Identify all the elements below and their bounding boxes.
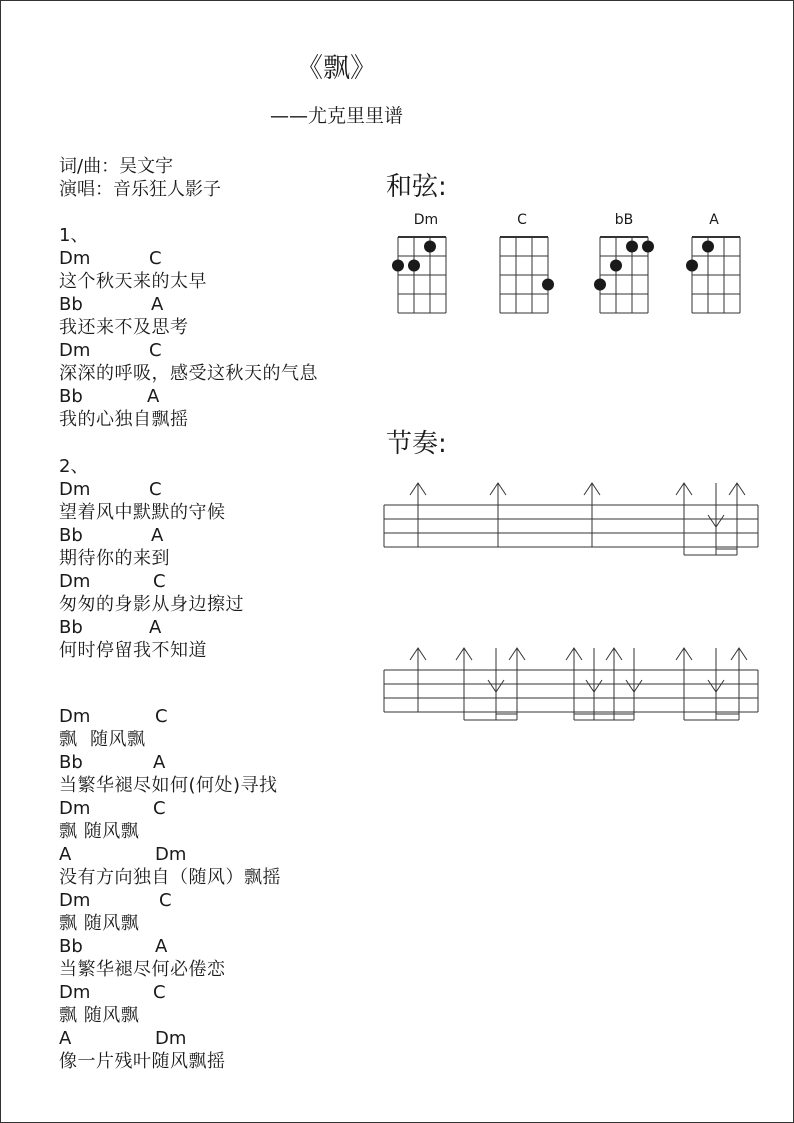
chord-label: C xyxy=(159,890,172,911)
chord-row xyxy=(59,797,281,820)
finger-dot xyxy=(392,260,404,272)
strum-up-arrow xyxy=(584,483,600,547)
finger-dot xyxy=(610,260,622,272)
finger-dot xyxy=(424,241,436,253)
chord-row xyxy=(59,889,281,912)
finger-dot xyxy=(594,279,606,291)
verse-number: 1、 xyxy=(59,225,89,246)
lyric-line: 深深的呼吸，感受这秋天的气息 xyxy=(59,363,318,384)
rhythm-pattern-1 xyxy=(380,475,770,570)
finger-dot xyxy=(408,260,420,272)
lyric-line: 匆匆的身影从身边擦过 xyxy=(59,594,244,615)
chord-row xyxy=(59,935,281,958)
chord-row xyxy=(59,524,244,547)
chord-label: Dm xyxy=(59,479,91,500)
lyric-line: 这个秋天来的太早 xyxy=(59,271,207,292)
lyric-line: 当繁华褪尽何必倦恋 xyxy=(59,959,226,980)
chord-label: Bb xyxy=(59,936,83,957)
strum-up-arrow xyxy=(490,483,506,547)
chord-label: A xyxy=(59,1028,72,1049)
chord-label: A xyxy=(155,936,168,957)
chord-dots xyxy=(392,241,714,291)
lyric-line: 我的心独自飘摇 xyxy=(59,409,189,430)
chord-label: Dm xyxy=(59,248,91,269)
verse-number: 2、 xyxy=(59,456,89,477)
chord-row xyxy=(59,385,318,408)
chord-row xyxy=(59,981,281,1004)
finger-dot xyxy=(626,241,638,253)
rhythm-pattern-2 xyxy=(380,640,770,735)
chord-label: Bb xyxy=(59,386,83,407)
chord-label: Dm xyxy=(59,798,91,819)
chord-row xyxy=(59,705,281,728)
chord-label: Bb xyxy=(59,752,83,773)
chord-label: Dm xyxy=(59,571,91,592)
finger-dot xyxy=(686,260,698,272)
lyric-line: 飘 随风飘 xyxy=(59,913,140,934)
strum-down-arrow xyxy=(488,648,504,720)
chord-row xyxy=(59,339,318,362)
finger-dot xyxy=(642,241,654,253)
chord-row xyxy=(59,1027,281,1050)
verse-1 xyxy=(59,224,318,431)
chords-heading: 和弦: xyxy=(386,172,447,202)
strum-down-arrow xyxy=(586,648,602,720)
chord-diagram-name: bB xyxy=(614,212,634,228)
chord-label: C xyxy=(149,479,162,500)
credits xyxy=(59,155,221,201)
finger-dot xyxy=(542,279,554,291)
chord-grid-c xyxy=(500,237,548,313)
lyric-line: 飘 随风飘 xyxy=(59,729,146,750)
chord-row xyxy=(59,570,244,593)
chord-grids xyxy=(398,237,740,313)
song-title: 《飘》 xyxy=(296,53,377,84)
verse-2 xyxy=(59,455,244,662)
strum-up-arrow xyxy=(410,648,426,712)
chord-label: A xyxy=(147,386,160,407)
song-subtitle: ——尤克里里谱 xyxy=(270,105,404,127)
chord-label: A xyxy=(59,844,72,865)
chord-label: Dm xyxy=(59,982,91,1003)
finger-dot xyxy=(702,241,714,253)
lyric-line: 没有方向独自（随风）飘摇 xyxy=(59,867,281,888)
lyric-line: 像一片残叶随风飘摇 xyxy=(59,1051,226,1072)
chord-label: C xyxy=(153,571,166,592)
credit-lyrics-music: 词/曲：吴文宇 xyxy=(59,156,174,177)
chord-diagram-name: C xyxy=(517,212,527,228)
chord-label: A xyxy=(151,294,164,315)
chord-label: A xyxy=(151,525,164,546)
lyric-line: 飘 随风飘 xyxy=(59,821,140,842)
chord-diagram-name: A xyxy=(709,212,719,228)
lyric-line: 飘 随风飘 xyxy=(59,1005,140,1026)
strum-down-arrow xyxy=(626,648,642,720)
chord-diagrams xyxy=(380,225,760,335)
chord-label: C xyxy=(155,706,168,727)
chord-grid-bb xyxy=(600,237,648,313)
chord-label: Dm xyxy=(59,890,91,911)
chord-row xyxy=(59,478,244,501)
chord-diagram-name: Dm xyxy=(413,212,439,228)
chord-row xyxy=(59,843,281,866)
chord-label: C xyxy=(149,248,162,269)
chord-label: A xyxy=(153,752,166,773)
chord-label: Dm xyxy=(155,1028,187,1049)
lyric-line: 我还来不及思考 xyxy=(59,317,189,338)
chord-label: Dm xyxy=(155,844,187,865)
chord-row xyxy=(59,247,318,270)
chord-label: Dm xyxy=(59,340,91,361)
lyric-line: 何时停留我不知道 xyxy=(59,640,207,661)
chord-row xyxy=(59,616,244,639)
chord-label: Bb xyxy=(59,525,83,546)
chorus xyxy=(59,705,281,1073)
strum-down-arrow xyxy=(708,483,724,555)
rhythm-heading: 节奏: xyxy=(386,429,447,459)
chord-row xyxy=(59,751,281,774)
chord-label: Dm xyxy=(59,706,91,727)
chord-row xyxy=(59,293,318,316)
lyric-line: 望着风中默默的守候 xyxy=(59,502,226,523)
chord-label: Bb xyxy=(59,617,83,638)
strum-down-arrow xyxy=(708,648,724,720)
lyric-line: 期待你的来到 xyxy=(59,548,170,569)
credit-singer: 演唱：音乐狂人影子 xyxy=(59,179,221,200)
chord-label: Bb xyxy=(59,294,83,315)
chord-label: C xyxy=(153,982,166,1003)
chord-label: C xyxy=(153,798,166,819)
chord-grid-dm xyxy=(398,237,446,313)
chord-label: C xyxy=(149,340,162,361)
strum-up-arrow xyxy=(410,483,426,547)
chord-grid-a xyxy=(692,237,740,313)
lyric-line: 当繁华褪尽如何(何处)寻找 xyxy=(59,775,278,796)
chord-label: A xyxy=(149,617,162,638)
